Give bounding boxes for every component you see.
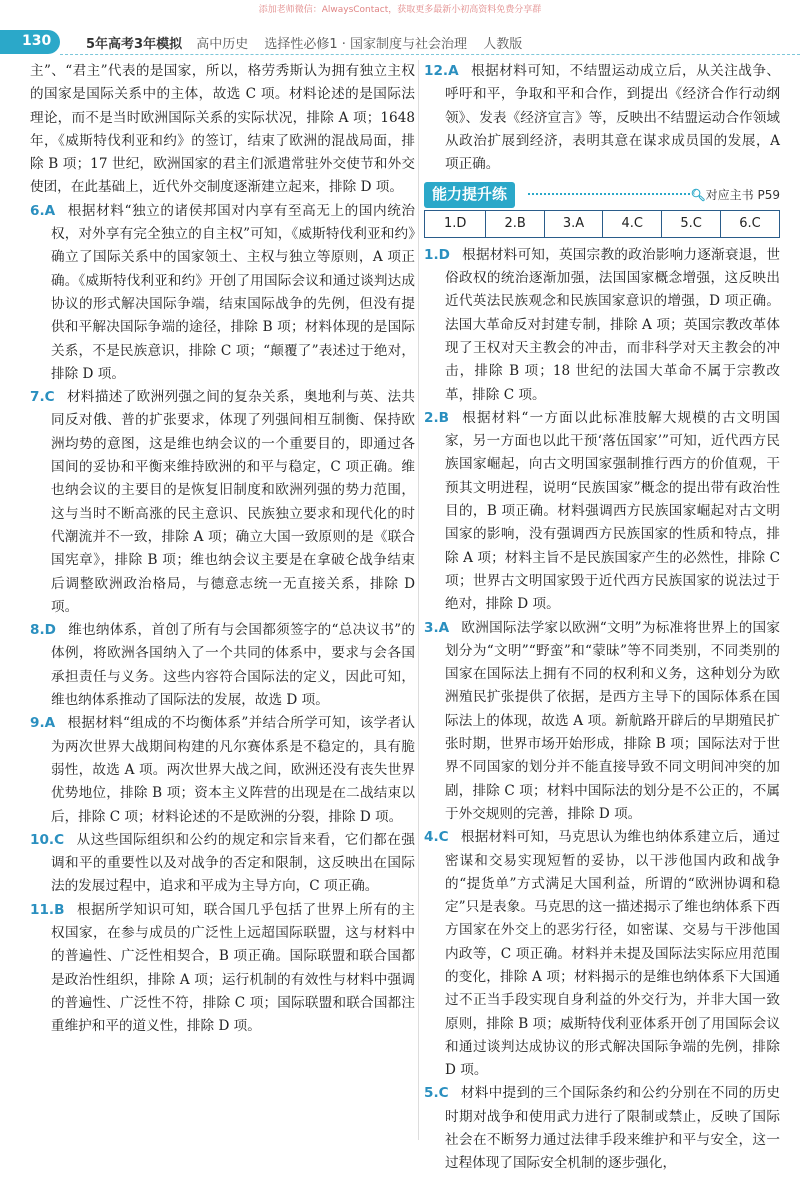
answer-text: 材料描述了欧洲列强之间的复杂关系，奥地利与英、法共同反对俄、普的扩张要求，体现了列强间相互制衡、保持欧洲均势的意图，这是维也纳会议的一个重要目的，即通过各国间的妥协和平衡来维持欧洲的和平与稳定，C 项正确。维也纳会议的主要目的是恢复旧制度和欧洲列强的势力范围，这与当时不断高涨的民主意识、民族独立要求和现代化的时代潮流并不一致，排除 A 项；确立大国一致原则的是《联合国宪章》，排除 B 项；维也纳会议主要是在拿破仑战争结束后调整欧洲政治格局，与德意志统一无直接关系，排除 D 项。 [51, 389, 415, 615]
ability-answer-1: 1.D 根据材料可知，英国宗教的政治影响力逐渐衰退，世俗政权的统治逐渐加强，法国国家概念增强，这反映出近代英法民族观念和民族国家意识的增强，D 项正确。法国大革命反对封建专制，排除 A 项；英国宗教改革体现了王权对天主教会的冲击，而非科学对天主教会的冲击，排除 B 项；18 世纪的法国大革命不属于宗教改革，排除 C 项。 [424, 246, 780, 403]
answer-key-cell: 1.D [425, 211, 486, 237]
answer-text: 欧洲国际法学家以欧洲“文明”为标准将世界上的国家划分为“文明”“野蛮”和“蒙昧”等不同类别，不同类别的国家在国际法上拥有不同的权利和义务，这种划分为欧洲殖民扩张提供了依据，是西方主导下的国际体系在国际法上的体现，故选 A 项。新航路开辟后的早期殖民扩张时期，世界市场开始形成，排除 B 项；国际法对于世界不同国家的划分并不能直接导致不同文明间冲突的加剧，排除 C 项；材料中国际法的划分是不公正的，不属于外交规则的完善，排除 D 项。 [445, 619, 780, 822]
answer-9: 9.A 根据材料“组成的不均衡体系”并结合所学可知，该学者认为两次世界大战期间构建的凡尔赛体系是不稳定的，具有脆弱性，故选 A 项。两次世界大战之间，欧洲还没有丧失世界优势地位，排除 B 项；资本主义阵营的出现是在二战结束以后，排除 C 项；材料论述的不是欧洲的分裂，排除 D 项。 [30, 715, 415, 825]
answer-key-cell: 6.C [721, 211, 780, 237]
watermark: 添加老师微信：AlwaysContact，获取更多最新小初高资料免费分享群 [258, 5, 542, 15]
answer-8: 8.D 维也纳体系，首创了所有与会国都须签字的“总决议书”的体例，将欧洲各国纳入了一个共同的体系中，要求与会各国承担责任与义务。这些内容符合国际法的定义，因此可知，维也纳体系推动了国际法的发展，故选 D 项。 [30, 622, 415, 709]
right-column [424, 60, 780, 1176]
header-divider [60, 54, 800, 55]
answer-text: 根据材料可知，马克思认为维也纳体系建立后，通过密谋和交易实现短暂的妥协，以干涉他国内政和战争的“提货单”方式满足大国利益，所谓的“欧洲协调和稳定”只是表象。马克思的这一描述揭示了维也纳体系下西方国家在外交上的恶劣行径，如密谋、交易与干涉他国内政等，C 项正确。材料并未提及国际法实际应用范围的变化，排除 A 项；材料揭示的是维也纳体系下大国通过不正当手段实现自身利益的外交行为，并非大国一致原则，排除 B 项；威斯特伐利亚体系开创了用国际会议和通过谈判达成协议的形式解决国际争端的先例，排除 D 项。 [445, 829, 780, 1079]
answer-key-cell: 5.C [662, 211, 721, 237]
answer-text: 根据所学知识可知，联合国几乎包括了世界上所有的主权国家，在参与成员的广泛性上远超国际联盟，这与材料中的普遍性、广泛性相契合，B 项正确。国际联盟和联合国都是政治性组织，排除 A 项；运行机制的有效性与材料中强调的普遍性、广泛性不符，排除 C 项；国际联盟和联合国都注重维护和平的道义性，排除 D 项。 [51, 901, 415, 1035]
dotted-rule [528, 193, 690, 195]
answer-11: 11.B 根据所学知识可知，联合国几乎包括了世界上所有的主权国家，在参与成员的广泛性上远超国际联盟，这与材料中的普遍性、广泛性相契合，B 项正确。国际联盟和联合国都是政治性组织，排除 A 项；运行机制的有效性与材料中强调的普遍性、广泛性不符，排除 C 项；国际联盟和联合国都注重维护和平的道义性，排除 D 项。 [30, 901, 415, 1035]
header-text [86, 33, 534, 52]
series-title: 5年高考3年模拟 [86, 37, 183, 52]
answer-text: 材料中提到的三个国际条约和公约分别在不同的历史时期对战争和使用武力进行了限制或禁止，反映了国际社会在不断努力通过法律手段来维护和平与安全，这一过程体现了国际安全机制的逐步强化， [445, 1085, 780, 1172]
answer-letter: A [438, 619, 450, 636]
section-title: 能力提升练 [424, 182, 515, 207]
answer-key-cell: 4.C [603, 211, 662, 237]
left-column [30, 60, 415, 1038]
answer-letter: C [54, 831, 65, 848]
ability-answer-5: 5.C 材料中提到的三个国际条约和公约分别在不同的历史时期对战争和使用武力进行了限制或禁止，反映了国际社会在不断努力通过法律手段来维护和平与安全，这一过程体现了国际安全机制的逐步强化， [424, 1085, 780, 1172]
answer-key-table [424, 210, 780, 237]
answer-letter: A [448, 63, 459, 79]
answer-key-cell: 2.B [486, 211, 544, 237]
search-icon: 🔍︎ [690, 188, 706, 203]
answer-key-cell: 3.A [544, 211, 602, 237]
continued-answer: 主”、“君主”代表的是国家，所以，格劳秀斯认为拥有独立主权的国家是国际关系中的主体，故选 C 项。材料论述的是国际法理论，而不是当时欧洲国际关系的实际状况，排除 A 项；1648 年，《威斯特伐利亚和约》的签订，结束了欧洲的混战局面，排除 B 项；17 世纪，欧洲国家的君主们派遣常驻外交使节和外交使团，在此基础上，近代外交制度逐渐建立起来，排除 D 项。 [30, 63, 415, 196]
section-reference: 🔍︎对应主书 P59 [690, 188, 780, 203]
ability-answer-2: 2.B 根据材料“一方面以此标准肢解大规模的古文明国家，另一方面也以此干预‘落伍国家’”可知，近代西方民族国家崛起，向古文明国家强制推行西方的价值观，干预其文明进程，说明“民族国家”概念的提出带有政治性目的，B 项正确。材料强调西方民族国家崛起对古文明国家的影响，没有强调西方民族国家的性质和特点，排除 A 项；材料主旨不是民族国家产生的必然性，排除 C 项；世界古文明国家毁于近代西方民族国家的说法过于绝对，排除 D 项。 [424, 409, 780, 613]
answer-letter: C [44, 389, 55, 406]
answer-6: 6.A 根据材料“独立的诸侯邦国对内享有至高无上的国内统治权，对外享有完全独立的自主权”可知，《威斯特伐利亚和约》确立了国际关系中的国家领土、主权与独立等原则，A 项正确。《威斯特伐利亚和约》开创了用国际会议和通过谈判达成协议的形式解决国际争端，结束国际战争的先例，但没有提供和平解决国际争端的途径，排除 B 项；材料体现的是国际关系，不是民族意识，排除 C 项；“颠覆了”表述过于绝对，排除 D 项。 [30, 202, 415, 382]
section-header [424, 182, 780, 206]
answer-text: 根据材料“组成的不均衡体系”并结合所学可知，该学者认为两次世界大战期间构建的凡尔赛体系是不稳定的，具有脆弱性，故选 A 项。两次世界大战之间，欧洲还没有丧失世界优势地位，排除 B 项；资本主义阵营的出现是在二战结束以后，排除 C 项；材料论述的不是欧洲的分裂，排除 D 项。 [51, 715, 415, 825]
answer-text: 从这些国际组织和公约的规定和宗旨来看，它们都在强调和平的重要性以及对战争的否定和限制，这反映出在国际法的发展过程中，追求和平成为主导方向，C 项正确。 [51, 831, 415, 895]
page-number: 130 [22, 33, 52, 49]
edition: 人教版 [483, 37, 523, 52]
answer-7: 7.C 材料描述了欧洲列强之间的复杂关系，奥地利与英、法共同反对俄、普的扩张要求，体现了列强间相互制衡、保持欧洲均势的意图，这是维也纳会议的一个重要目的，即通过各国间的妥协和平衡来维持欧洲的和平与稳定，C 项正确。维也纳会议的主要目的是恢复旧制度和欧洲列强的势力范围，这与当时不断高涨的民主意识、民族独立要求和现代化的时代潮流并不一致，排除 A 项；确立大国一致原则的是《联合国宪章》，排除 B 项；维也纳会议主要是在拿破仑战争结束后调整欧洲政治格局，与德意志统一无直接关系，排除 D 项。 [30, 389, 415, 615]
answer-text: 根据材料可知，英国宗教的政治影响力逐渐衰退，世俗政权的统治逐渐加强，法国国家概念增强，这反映出近代英法民族观念和民族国家意识的增强，D 项正确。法国大革命反对封建专制，排除 A 项；英国宗教改革体现了王权对天主教会的冲击，而非科学对天主教会的冲击，排除 B 项；18 世纪的法国大革命不属于宗教改革，排除 C 项。 [445, 246, 780, 403]
column-divider [418, 60, 419, 1140]
subject: 高中历史 [196, 37, 249, 52]
answer-letter: C [438, 1085, 449, 1102]
ability-answer-4: 4.C 根据材料可知，马克思认为维也纳体系建立后，通过密谋和交易实现短暂的妥协，以干涉他国内政和战争的“提货单”方式满足大国利益，所谓的“欧洲协调和稳定”只是表象。马克思的这一描述揭示了维也纳体系下西方国家在外交上的恶劣行径，如密谋、交易与干涉他国内政等，C 项正确。材料并未提及国际法实际应用范围的变化，排除 A 项；材料揭示的是维也纳体系下大国通过不正当手段实现自身利益的外交行为，并非大国一致原则，排除 B 项；威斯特伐利亚体系开创了用国际会议和通过谈判达成协议的形式解决国际争端的先例，排除 D 项。 [424, 829, 780, 1079]
answer-letter: C [438, 829, 449, 846]
answer-letter: A [44, 202, 56, 219]
answer-letter: A [44, 715, 56, 732]
answer-key-row [425, 211, 780, 237]
answer-10: 10.C 从这些国际组织和公约的规定和宗旨来看，它们都在强调和平的重要性以及对战争的否定和限制，这反映出在国际法的发展过程中，追求和平成为主导方向，C 项正确。 [30, 831, 415, 895]
book-title: 选择性必修1 · 国家制度与社会治理 [264, 37, 468, 52]
answer-letter: D [44, 622, 56, 639]
answer-text: 维也纳体系，首创了所有与会国都须签字的“总决议书”的体例，将欧洲各国纳入了一个共同的体系中，要求与会各国承担责任与义务。这些内容符合国际法的定义，因此可知，维也纳体系推动了国际法的发展，故选 D 项。 [51, 622, 415, 709]
answer-letter: D [438, 246, 450, 263]
answer-letter: B [438, 409, 449, 426]
ability-answer-3: 3.A 欧洲国际法学家以欧洲“文明”为标准将世界上的国家划分为“文明”“野蛮”和“蒙昧”等不同类别，不同类别的国家在国际法上拥有不同的权利和义务，这种划分为欧洲殖民扩张提供了依据，是西方主导下的国际体系在国际法上的体现，故选 A 项。新航路开辟后的早期殖民扩张时期，世界市场开始形成，排除 B 项；国际法对于世界不同国家的划分并不能直接导致不同文明间冲突的加剧，排除 C 项；材料中国际法的划分是不公正的，不属于外交规则的完善，排除 D 项。 [424, 619, 780, 822]
answer-letter: B [54, 901, 65, 918]
page-header [0, 28, 800, 56]
answer-text: 根据材料“一方面以此标准肢解大规模的古文明国家，另一方面也以此干预‘落伍国家’”可知，近代西方民族国家崛起，向古文明国家强制推行西方的价值观，干预其文明进程，说明“民族国家”概念的提出带有政治性目的，B 项正确。材料强调西方民族国家崛起对古文明国家的影响，没有强调西方民族国家的性质和特点，排除 A 项；材料主旨不是民族国家产生的必然性，排除 C 项；世界古文明国家毁于近代西方民族国家的说法过于绝对，排除 D 项。 [445, 409, 780, 613]
answer-text: 根据材料“独立的诸侯邦国对内享有至高无上的国内统治权，对外享有完全独立的自主权”可知，《威斯特伐利亚和约》确立了国际关系中的国家领土、主权与独立等原则，A 项正确。《威斯特伐利亚和约》开创了用国际会议和通过谈判达成协议的形式解决国际争端，结束国际战争的先例，但没有提供和平解决国际争端的途径，排除 B 项；材料体现的是国际关系，不是民族意识，排除 C 项；“颠覆了”表述过于绝对，排除 D 项。 [51, 202, 415, 382]
answer-text: 根据材料可知，不结盟运动成立后，从关注战争、呼吁和平，争取和平和合作，到提出《经济合作行动纲领》、发表《经济宣言》等，反映出不结盟运动合作领域从政治扩展到经济，表明其意在谋求成员国的发展，A 项正确。 [445, 63, 780, 173]
answer-12: 12.A 根据材料可知，不结盟运动成立后，从关注战争、呼吁和平，争取和平和合作，到提出《经济合作行动纲领》、发表《经济宣言》等，反映出不结盟运动合作领域从政治扩展到经济，表明其意在谋求成员国的发展，A 项正确。 [424, 63, 780, 173]
